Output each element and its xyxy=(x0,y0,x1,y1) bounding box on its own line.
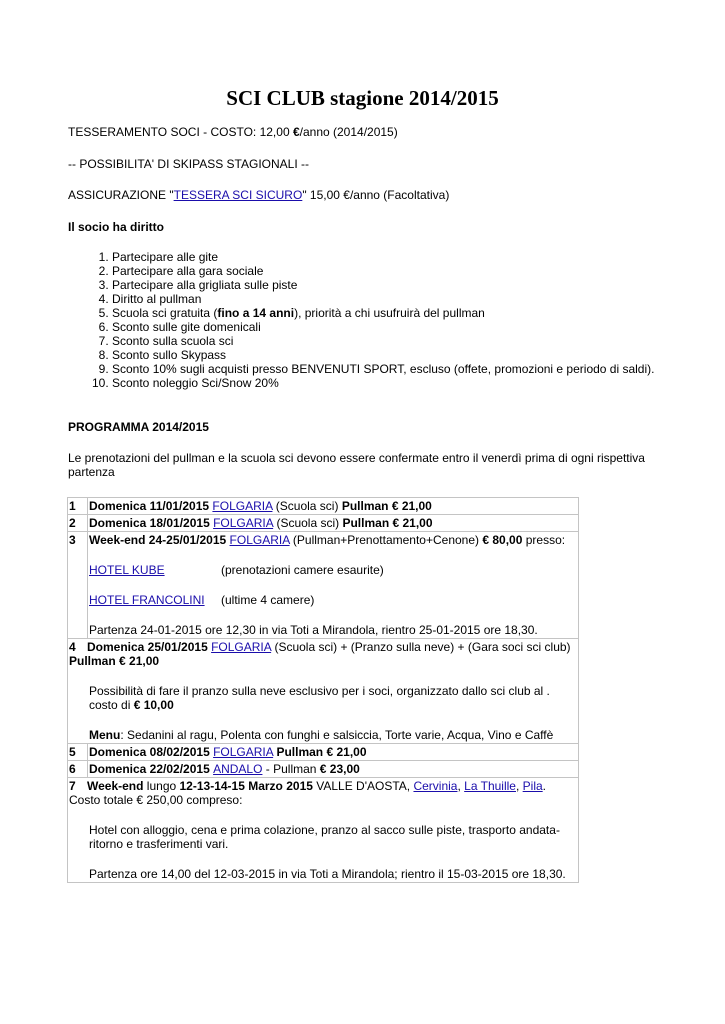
booking-intro: Le prenotazioni del pullman e la scuola sci devono essere confermate entro il venerdì prima di ogni rispettiva partenza xyxy=(68,451,645,479)
table-row: 7 Week-end lungo 12-13-14-15 Marzo 2015 VALLE D'AOSTA, Cervinia, La Thuille, Pila. Costo totale € 250,00 compreso: Hotel con alloggio, cena e prima colazione, pranzo al sacco sulle piste, trasporto andata-ritorno e trasferimenti vari. Partenza ore 14,00 del 12-03-2015 in via Toti a Mirandola; rientro il 15-03-2015 ore 18,30. xyxy=(68,778,579,883)
program-heading: PROGRAMMA 2014/2015 xyxy=(68,420,209,434)
table-row: 3 Week-end 24-25/01/2015 FOLGARIA (Pullman+Prenottamento+Cenone) € 80,00 presso: HOTEL KUBE (prenotazioni camere esaurite) HOTEL FRANCOLINI (ultime 4 camere) Partenza 24-01-2015 ore 12,30 in via Toti a Mirandola, rientro 25-01-2015 ore 18,30. xyxy=(68,532,579,639)
membership-line: TESSERAMENTO SOCI - COSTO: 12,00 €/anno (2014/2015) xyxy=(68,125,398,139)
table-row: 2 Domenica 18/01/2015 FOLGARIA (Scuola sci) Pullman € 21,00 xyxy=(68,515,579,532)
program-table xyxy=(67,497,579,883)
folgaria-link[interactable]: FOLGARIA xyxy=(213,516,274,530)
list-item: 6. Sconto sulle gite domenicali xyxy=(112,320,692,334)
page-title: SCI CLUB stagione 2014/2015 xyxy=(226,86,499,110)
folgaria-link[interactable]: FOLGARIA xyxy=(212,499,273,513)
list-item: 8. Sconto sullo Skypass xyxy=(112,348,692,362)
list-item: 1. Partecipare alle gite xyxy=(112,250,692,264)
folgaria-link[interactable]: FOLGARIA xyxy=(229,533,290,547)
table-row: 5 Domenica 08/02/2015 FOLGARIA Pullman € 21,00 xyxy=(68,744,579,761)
table-row: 6 Domenica 22/02/2015 ANDALO - Pullman € 23,00 xyxy=(68,761,579,778)
folgaria-link[interactable]: FOLGARIA xyxy=(213,745,274,759)
list-item: 2. Partecipare alla gara sociale xyxy=(112,264,692,278)
rights-list xyxy=(68,250,692,390)
list-item: 9. Sconto 10% sugli acquisti presso BENVENUTI SPORT, escluso (offete, promozioni e periodo di saldi). xyxy=(112,362,692,376)
hotel-francolini-link[interactable]: HOTEL FRANCOLINI xyxy=(89,593,205,607)
hotel-kube-link[interactable]: HOTEL KUBE xyxy=(89,563,165,577)
list-item: 4. Diritto al pullman xyxy=(112,292,692,306)
skipass-line: -- POSSIBILITA' DI SKIPASS STAGIONALI -- xyxy=(68,157,310,171)
table-row: 1 Domenica 11/01/2015 FOLGARIA (Scuola sci) Pullman € 21,00 xyxy=(68,498,579,515)
pila-link[interactable]: Pila xyxy=(522,779,543,793)
table-row: 4 Domenica 25/01/2015 FOLGARIA (Scuola sci) + (Pranzo sulla neve) + (Gara soci sci club) Pullman € 21,00 Possibilità di fare il pranzo sulla neve esclusivo per i soci, organizzato dallo sci club al . costo di € 10,00 Menu: Sedanini al ragu, Polenta con funghi e salsiccia, Torte varie, Acqua, Vino e Caffè xyxy=(68,639,579,744)
list-item: 5. Scuola sci gratuita (fino a 14 anni), priorità a chi usufruirà del pullman xyxy=(112,306,692,320)
folgaria-link[interactable]: FOLGARIA xyxy=(211,640,272,654)
list-item: 3. Partecipare alla grigliata sulle piste xyxy=(112,278,692,292)
cervinia-link[interactable]: Cervinia xyxy=(413,779,458,793)
la-thuille-link[interactable]: La Thuille xyxy=(464,779,516,793)
departure-text: Partenza 24-01-2015 ore 12,30 in via Toti a Mirandola, rientro 25-01-2015 ore 18,30. xyxy=(89,623,538,637)
insurance-link[interactable]: TESSERA SCI SICURO xyxy=(173,188,303,202)
list-item: 7. Sconto sulla scuola sci xyxy=(112,334,692,348)
list-item: 10. Sconto noleggio Sci/Snow 20% xyxy=(112,376,692,390)
rights-heading: Il socio ha diritto xyxy=(68,220,165,234)
insurance-line: ASSICURAZIONE "TESSERA SCI SICURO" 15,00 €/anno (Facoltativa) xyxy=(68,188,450,202)
andalo-link[interactable]: ANDALO xyxy=(213,762,263,776)
